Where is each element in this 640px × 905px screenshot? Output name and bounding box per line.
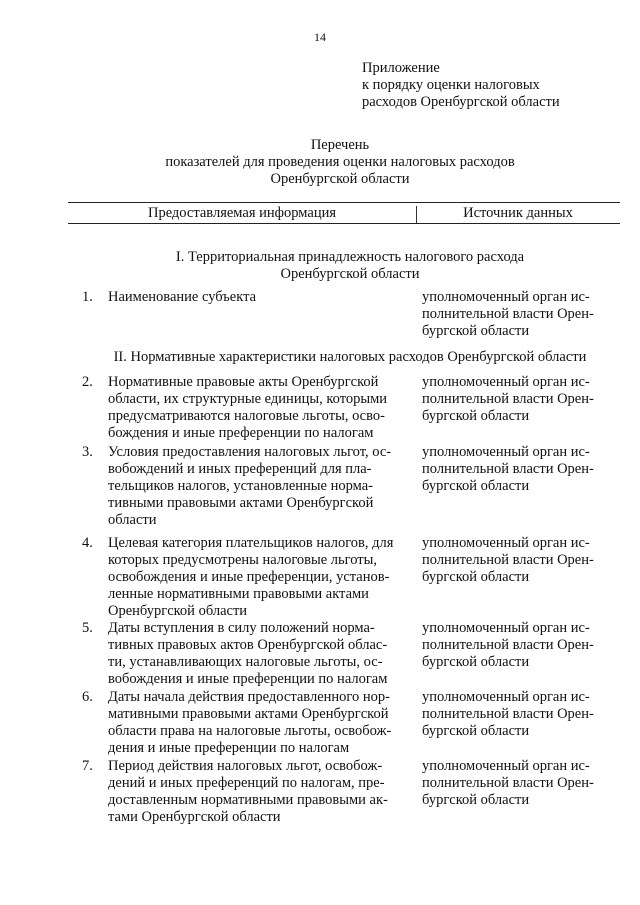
row-source-line: полнительной власти Орен- <box>422 552 594 568</box>
row-info-line: Нормативные правовые акты Оренбургской <box>108 374 379 390</box>
row-info-line: тами Оренбургской области <box>108 809 281 825</box>
row-info-line: Наименование субъекта <box>108 289 257 305</box>
section-heading-1 <box>90 249 610 283</box>
row-info <box>108 535 408 620</box>
row-info-line: дений и иных преференций по налогам, пре- <box>108 775 385 791</box>
row-info-line: Период действия налоговых льгот, освобож- <box>108 758 383 774</box>
row-source-line: уполномоченный орган ис- <box>422 620 590 636</box>
row-source <box>422 758 622 809</box>
row-info-line: тивных правовых актов Оренбургской облас- <box>108 637 388 653</box>
row-number: 1. <box>82 289 93 305</box>
row-source-line: уполномоченный орган ис- <box>422 689 590 705</box>
table-header-rule <box>68 223 620 224</box>
row-info-line: области права на налоговые льготы, освобож- <box>108 723 392 739</box>
row-source-line: полнительной власти Орен- <box>422 775 594 791</box>
row-info-line: вобождений и иных преференций для пла- <box>108 461 372 477</box>
row-source-line: уполномоченный орган ис- <box>422 758 590 774</box>
row-info-line: дения и иные преференции по налогам <box>108 740 350 756</box>
row-source <box>422 620 622 671</box>
section-line: Оренбургской области <box>280 266 420 282</box>
row-number: 7. <box>82 758 93 774</box>
section-heading-2: II. Нормативные характеристики налоговых расходов Оренбургской области <box>113 349 587 365</box>
row-info <box>108 289 408 306</box>
row-source-line: полнительной власти Орен- <box>422 706 594 722</box>
row-info-line: доставленным нормативными правовыми ак- <box>108 792 388 808</box>
row-info-line: Даты начала действия предоставленного нор- <box>108 689 390 705</box>
row-source-line: бургской области <box>422 792 530 808</box>
row-source-line: бургской области <box>422 723 530 739</box>
appendix-note <box>362 60 560 111</box>
row-info <box>108 758 408 826</box>
row-info-line: ленные нормативными правовыми актами <box>108 586 369 602</box>
header-info: Предоставляемая информация <box>147 205 337 221</box>
row-source-line: бургской области <box>422 478 530 494</box>
row-info-line: области, их структурные единицы, которыми <box>108 391 388 407</box>
row-source-line: полнительной власти Орен- <box>422 391 594 407</box>
row-info-line: бождения и иные преференции по налогам <box>108 425 374 441</box>
row-info-line: ти, устанавливающих налоговые льготы, ос- <box>108 654 383 670</box>
row-source-line: бургской области <box>422 323 530 339</box>
row-source-line: полнительной власти Орен- <box>422 461 594 477</box>
page-number: 14 <box>314 30 326 44</box>
row-info-line: предусматриваются налоговые льготы, осво- <box>108 408 385 424</box>
row-info <box>108 620 408 688</box>
row-source <box>422 289 622 340</box>
row-info-line: освобождения и иные преференции, установ- <box>108 569 390 585</box>
title-line: Оренбургской области <box>270 171 410 187</box>
row-info-line: Целевая категория плательщиков налогов, для <box>108 535 394 551</box>
row-source-line: полнительной власти Орен- <box>422 306 594 322</box>
row-source <box>422 374 622 425</box>
table-top-rule <box>68 202 620 203</box>
document-title <box>60 137 620 188</box>
row-number: 4. <box>82 535 93 551</box>
row-source <box>422 535 622 586</box>
row-info-line: вобождения и иные преференции по налогам <box>108 671 388 687</box>
row-info <box>108 444 408 529</box>
row-source-line: полнительной власти Орен- <box>422 637 594 653</box>
row-number: 5. <box>82 620 93 636</box>
row-source-line: бургской области <box>422 654 530 670</box>
row-info-line: мативными правовыми актами Оренбургской <box>108 706 389 722</box>
row-info-line: Оренбургской области <box>108 603 248 619</box>
row-source-line: уполномоченный орган ис- <box>422 535 590 551</box>
row-number: 2. <box>82 374 93 390</box>
row-source-line: уполномоченный орган ис- <box>422 289 590 305</box>
header-source: Источник данных <box>463 205 573 221</box>
section-line: I. Территориальная принадлежность налогового расхода <box>175 249 525 265</box>
row-source-line: бургской области <box>422 569 530 585</box>
appendix-line: расходов Оренбургской области <box>362 94 560 110</box>
row-info-line: области <box>108 512 157 528</box>
row-source <box>422 444 622 495</box>
row-source <box>422 689 622 740</box>
row-source-line: уполномоченный орган ис- <box>422 444 590 460</box>
row-info <box>108 689 408 757</box>
row-info-line: Даты вступления в силу положений норма- <box>108 620 375 636</box>
row-info-line: тельщиков налогов, установленные норма- <box>108 478 373 494</box>
row-info <box>108 374 408 442</box>
row-source-line: уполномоченный орган ис- <box>422 374 590 390</box>
row-info-line: тивными правовыми актами Оренбургской <box>108 495 374 511</box>
row-info-line: которых предусмотрены налоговые льготы, <box>108 552 378 568</box>
appendix-line: Приложение <box>362 60 440 76</box>
title-line: показателей для проведения оценки налоговых расходов <box>165 154 515 170</box>
row-number: 6. <box>82 689 93 705</box>
row-number: 3. <box>82 444 93 460</box>
row-info-line: Условия предоставления налоговых льгот, ос- <box>108 444 392 460</box>
title-line: Перечень <box>310 137 370 153</box>
row-source-line: бургской области <box>422 408 530 424</box>
appendix-line: к порядку оценки налоговых <box>362 77 540 93</box>
